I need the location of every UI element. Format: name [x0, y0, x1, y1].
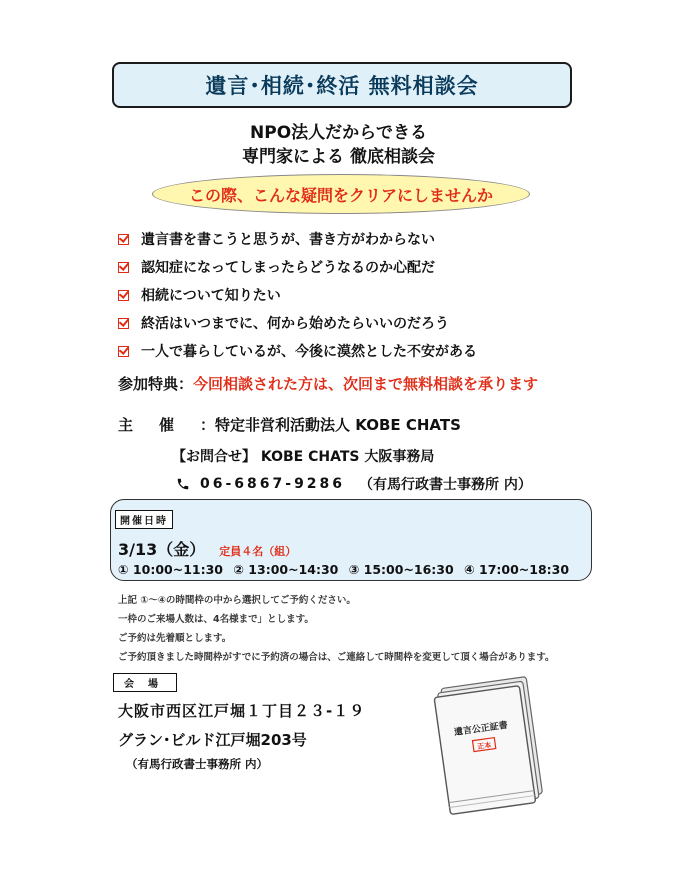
note-line: ご予約頂きました時間枠がすでに予約済の場合は、ご連絡して時間枠を変更して頂く場合があります。	[118, 652, 555, 663]
document-illustration	[425, 668, 560, 818]
time-slot: ② 13:00~14:30	[233, 562, 339, 577]
check-item-label: 一人で暮らしているが、今後に漠然とした不安がある	[141, 344, 477, 360]
phone-number: 06-6867-9286	[200, 476, 346, 492]
venue-tag: 会場	[113, 673, 177, 692]
page-title: 遺言･相続･終活 無料相談会	[205, 74, 479, 98]
organizer-value: ：特定非営利活動法人 KOBE CHATS	[200, 416, 461, 434]
benefit-value: 今回相談された方は、次回まで無料相談を承ります	[193, 375, 539, 393]
venue-address-line3: （有馬行政書士事務所 内）	[126, 757, 269, 771]
check-item	[118, 312, 449, 334]
time-slot: ④ 17:00~18:30	[464, 562, 570, 577]
benefit-line	[118, 373, 538, 394]
time-slots	[118, 562, 575, 577]
benefit-label: 参加特典：	[118, 375, 194, 393]
doc-stamp: 正本	[476, 741, 492, 752]
time-slot: ③ 15:00~16:30	[348, 562, 454, 577]
organizer-line	[118, 414, 461, 435]
check-item	[118, 284, 281, 306]
check-item	[118, 228, 435, 250]
doc-title: 遺言公正証書	[453, 720, 509, 739]
note-line: 一枠のご来場人数は、4名様まで」とします。	[118, 614, 314, 625]
check-item-label: 認知症になってしまったらどうなるのか心配だ	[141, 260, 435, 276]
phone-note: （有馬行政書士事務所 内）	[359, 477, 532, 493]
time-slot: ① 10:00~11:30	[118, 562, 223, 577]
note-line: 上記 ①～④の時間枠の中から選択してご予約ください。	[118, 595, 356, 606]
event-date: 3/13（金）	[118, 540, 206, 559]
check-item	[118, 340, 477, 362]
title-banner	[112, 62, 572, 108]
note-line: ご予約は先着順とします。	[118, 633, 232, 644]
organizer-label: 主催	[118, 416, 201, 434]
capacity-text: 定員４名（組）	[219, 545, 297, 558]
question-ellipse	[152, 174, 530, 214]
contact-label: 【お問合せ】 KOBE CHATS 大阪事務局	[172, 449, 435, 465]
check-item-label: 相続について知りたい	[141, 288, 281, 304]
check-item	[118, 256, 435, 278]
subtitle-line1: NPO法人だからできる	[250, 123, 427, 143]
checkbox-icon	[118, 234, 129, 245]
checkbox-icon	[118, 318, 129, 329]
check-item-label: 遺言書を書こうと思うが、書き方がわからない	[141, 232, 435, 248]
question-text: この際、こんな疑問をクリアにしませんか	[188, 185, 493, 205]
checkbox-icon	[118, 346, 129, 357]
checkbox-icon	[118, 290, 129, 301]
date-line	[118, 537, 296, 560]
checkbox-icon	[118, 262, 129, 273]
venue-address-line1: 大阪市西区江戸堀１丁目２３-１９	[118, 702, 366, 720]
phone-icon	[176, 477, 190, 491]
schedule-tag: 開催日時	[115, 510, 173, 529]
venue-address-line2: グラン･ビルド江戸堀203号	[118, 731, 307, 749]
check-item-label: 終活はいつまでに、何から始めたらいいのだろう	[141, 316, 449, 332]
subtitle-line2: 専門家による 徹底相談会	[242, 147, 435, 167]
phone-line	[176, 474, 532, 494]
